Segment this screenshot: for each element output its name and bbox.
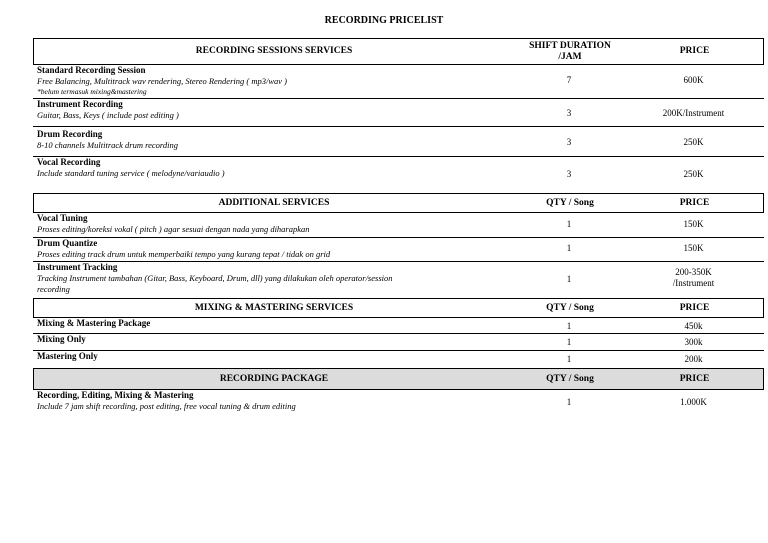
table-row bbox=[33, 65, 764, 99]
header-price-label: PRICE bbox=[679, 302, 710, 313]
table-row bbox=[33, 351, 764, 366]
price-value: 1.000K bbox=[680, 397, 707, 407]
service-description: Proses editing track drum untuk memperbaiki tempo yang kurang tepat / tidak on grid bbox=[37, 249, 331, 259]
qty-value: 3 bbox=[566, 169, 572, 179]
table-row bbox=[33, 213, 764, 238]
qty-value: 1 bbox=[566, 219, 572, 229]
qty-value: 3 bbox=[566, 137, 572, 147]
price-value: 150K bbox=[683, 219, 704, 229]
table-row bbox=[33, 99, 764, 127]
qty-value: 1 bbox=[566, 321, 572, 331]
table-row bbox=[33, 334, 764, 351]
header-qty-label: QTY / Song bbox=[546, 373, 594, 384]
qty-value: 7 bbox=[566, 75, 572, 85]
table-row bbox=[33, 238, 764, 262]
table-row bbox=[33, 318, 764, 334]
service-description: Include 7 jam shift recording, post editing, free vocal tuning & drum editing bbox=[37, 401, 296, 411]
header-price-label: PRICE bbox=[679, 46, 710, 56]
section-header bbox=[33, 368, 764, 390]
service-description: Free Balancing, Multitrack wav rendering, Stereo Rendering ( mp3/wav ) bbox=[37, 76, 287, 86]
header-service-label: MIXING & MASTERING SERVICES bbox=[194, 302, 354, 313]
table-row bbox=[33, 127, 764, 157]
service-name: Mixing Only bbox=[37, 334, 86, 344]
price-value: 250K bbox=[683, 169, 704, 179]
qty-value: 1 bbox=[566, 397, 572, 407]
service-name: Drum Recording bbox=[37, 129, 103, 139]
price-value: 150K bbox=[683, 243, 704, 253]
header-service-label: RECORDING SESSIONS SERVICES bbox=[195, 46, 353, 56]
qty-value: 1 bbox=[566, 274, 572, 284]
price-value: 300k bbox=[684, 337, 703, 347]
service-note: *belum termasuk mixing&mastering bbox=[37, 87, 147, 96]
header-service-label: ADDITIONAL SERVICES bbox=[218, 197, 330, 208]
section-header bbox=[33, 38, 764, 65]
header-qty-label: QTY / Song bbox=[546, 302, 594, 313]
page-title: RECORDING PRICELIST bbox=[324, 15, 444, 26]
price-value: 600K bbox=[683, 75, 704, 85]
service-description: Tracking Instrument tambahan (Gitar, Bass, Keyboard, Drum, dll) yang dilakukan oleh operator/session recording bbox=[37, 273, 393, 294]
service-name: Vocal Tuning bbox=[37, 213, 88, 223]
service-name: Instrument Recording bbox=[37, 99, 123, 109]
header-service-label: RECORDING PACKAGE bbox=[219, 373, 329, 384]
section-header bbox=[33, 298, 764, 318]
qty-value: 3 bbox=[566, 108, 572, 118]
table-row bbox=[33, 262, 764, 297]
service-name: Instrument Tracking bbox=[37, 262, 118, 272]
header-qty-label: QTY / Song bbox=[546, 197, 594, 208]
service-description: Include standard tuning service ( melodyne/variaudio ) bbox=[37, 168, 225, 178]
service-description: 8-10 channels Multitrack drum recording bbox=[37, 140, 179, 150]
header-price-label: PRICE bbox=[679, 197, 710, 208]
service-name: Standard Recording Session bbox=[37, 65, 146, 75]
price-value: 450k bbox=[684, 321, 703, 331]
price-value: 250K bbox=[683, 137, 704, 147]
header-duration-label: SHIFT DURATION /JAM bbox=[529, 40, 611, 62]
price-value: 200K/Instrument bbox=[662, 108, 725, 118]
qty-value: 1 bbox=[566, 354, 572, 364]
qty-value: 1 bbox=[566, 337, 572, 347]
service-name: Mastering Only bbox=[37, 351, 98, 361]
section-header bbox=[33, 193, 764, 213]
header-price-label: PRICE bbox=[679, 373, 710, 384]
qty-value: 1 bbox=[566, 243, 572, 253]
service-name: Vocal Recording bbox=[37, 157, 101, 167]
table-row bbox=[33, 157, 764, 187]
service-description: Proses editing/koreksi vokal ( pitch ) agar sesuai dengan nada yang diharapkan bbox=[37, 224, 310, 234]
service-description: Guitar, Bass, Keys ( include post editing ) bbox=[37, 110, 179, 120]
price-value: 200k bbox=[684, 354, 703, 364]
service-name: Mixing & Mastering Package bbox=[37, 318, 151, 328]
table-row bbox=[33, 390, 764, 414]
service-name: Recording, Editing, Mixing & Mastering bbox=[37, 390, 194, 400]
service-name: Drum Quantize bbox=[37, 238, 98, 248]
price-value: 200-350K /Instrument bbox=[672, 267, 715, 288]
